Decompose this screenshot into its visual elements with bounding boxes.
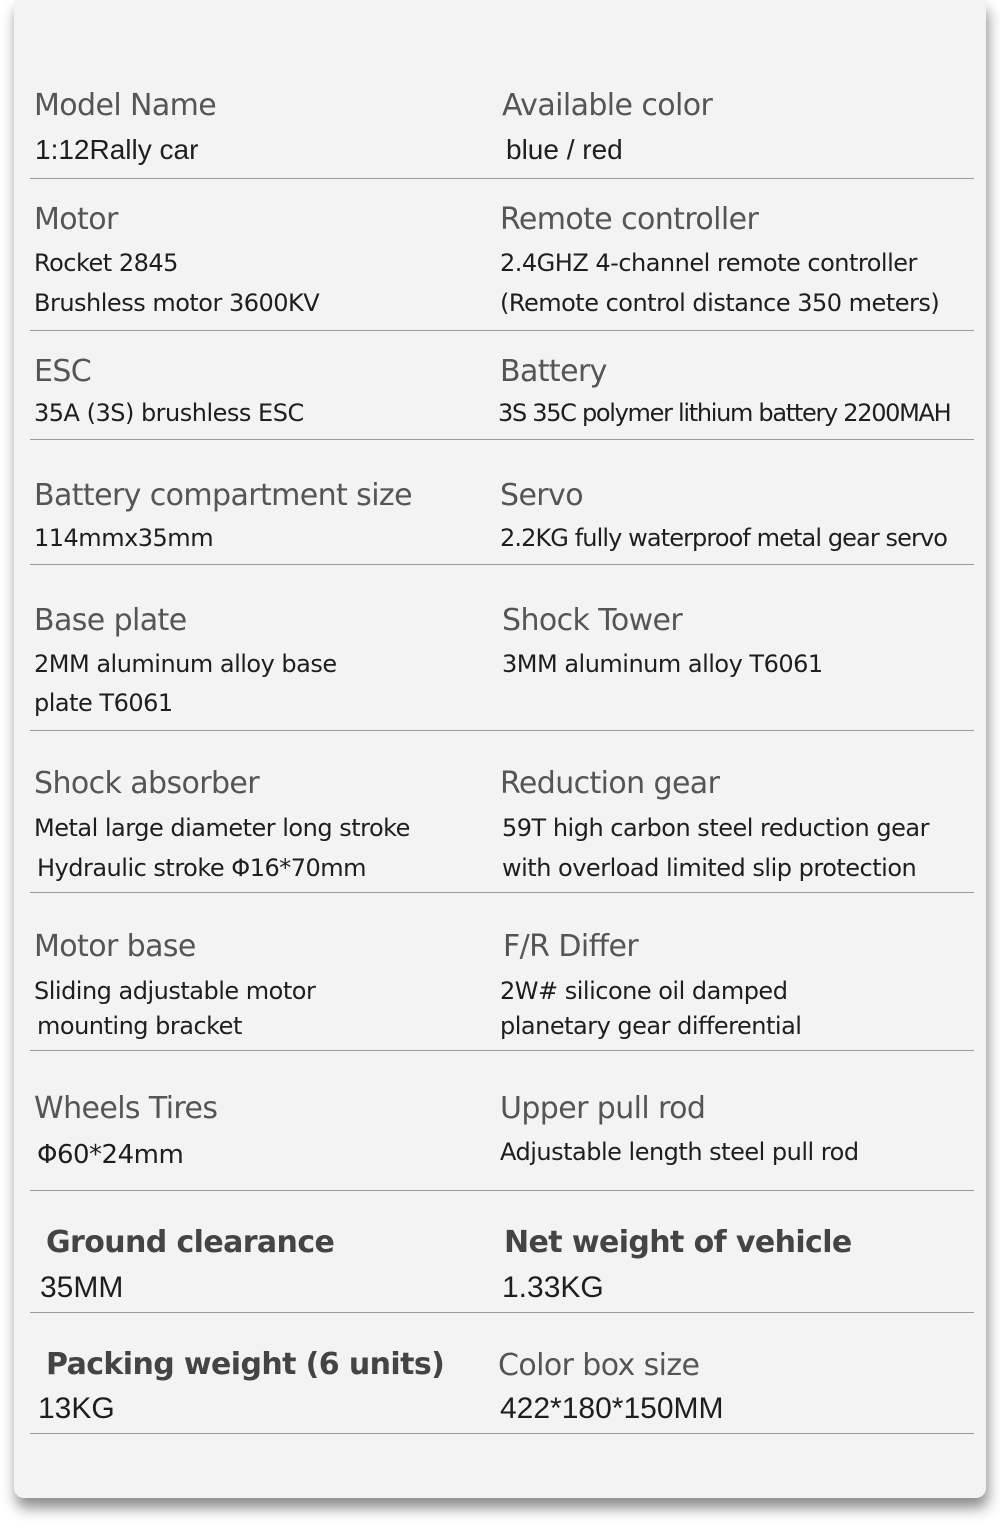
spec-label: Battery [500,354,607,389]
spec-row [30,730,974,893]
spec-value: Φ60*24mm [37,1140,184,1170]
spec-label: Ground clearance [46,1225,335,1260]
spec-value: 13KG [38,1392,115,1425]
spec-label: Shock Tower [502,603,683,638]
spec-row [30,1190,974,1313]
spec-value: (Remote control distance 350 meters) [500,289,940,317]
spec-label: Color box size [498,1348,700,1383]
spec-row [30,1312,974,1434]
spec-value: 1:12Rally car [35,134,199,165]
spec-value: planetary gear differential [500,1012,802,1040]
spec-value: mounting bracket [37,1012,242,1040]
spec-row [30,892,974,1051]
spec-value: 59T high carbon steel reduction gear [502,814,929,842]
spec-label: Net weight of vehicle [504,1225,852,1260]
spec-label: Available color [502,88,713,123]
spec-label: ESC [34,354,92,389]
spec-value: 3S 35C polymer lithium battery 2200MAH [498,399,951,427]
spec-value: Sliding adjustable motor [34,977,316,1005]
spec-label: Packing weight (6 units) [46,1347,445,1382]
spec-row [30,564,974,731]
spec-label: Upper pull rod [500,1091,706,1126]
spec-row [30,0,974,179]
spec-value: 35A (3S) brushless ESC [34,399,304,427]
spec-value: Adjustable length steel pull rod [500,1138,859,1166]
spec-row [30,178,974,331]
spec-row [30,439,974,565]
spec-value: 1.33KG [502,1271,604,1304]
spec-label: Battery compartment size [34,478,412,513]
spec-value: plate T6061 [34,689,173,717]
spec-value: Hydraulic stroke Φ16*70mm [37,854,367,882]
spec-label: Remote controller [500,202,759,237]
spec-label: Base plate [34,603,187,638]
spec-value: 35MM [40,1271,124,1304]
spec-value: Rocket 2845 [34,249,178,277]
spec-label: F/R Differ [503,929,639,964]
spec-value: 422*180*150MM [500,1392,724,1425]
spec-value: 2MM aluminum alloy base [34,650,337,678]
spec-label: Shock absorber [34,766,259,801]
spec-value: 3MM aluminum alloy T6061 [502,650,823,678]
spec-value: 2W# silicone oil damped [500,977,788,1005]
spec-label: Model Name [34,88,217,123]
spec-value: 2.4GHZ 4-channel remote controller [500,249,917,277]
spec-label: Wheels Tires [34,1091,218,1126]
spec-value: 114mmx35mm [34,524,214,552]
spec-value: 2.2KG fully waterproof metal gear servo [500,524,948,552]
spec-label: Reduction gear [500,766,720,801]
spec-value: Metal large diameter long stroke [34,814,410,842]
spec-label: Servo [500,478,583,513]
spec-value: with overload limited slip protection [502,854,917,882]
spec-value: blue / red [506,134,623,165]
spec-value: Brushless motor 3600KV [34,289,320,317]
spec-label: Motor base [34,929,196,964]
spec-row [30,1050,974,1191]
spec-row [30,330,974,440]
spec-label: Motor [34,202,118,237]
spec-sheet-card [14,0,986,1498]
